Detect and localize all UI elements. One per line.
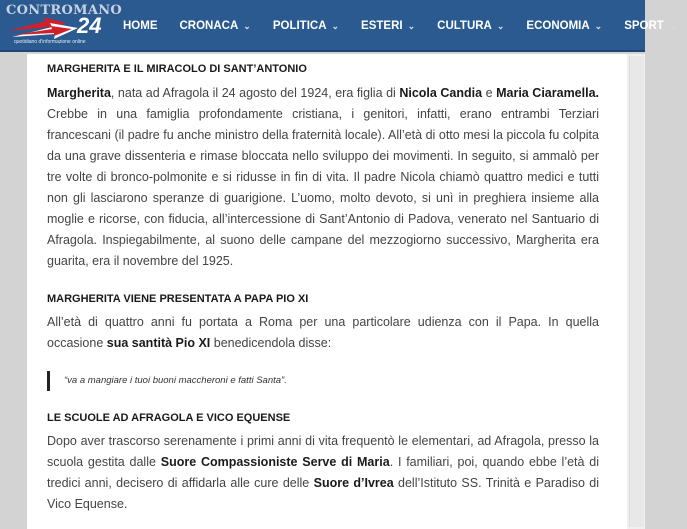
arrow-logo-icon xyxy=(8,17,80,39)
nav-label: POLITICA xyxy=(272,20,327,32)
bold-text: Suore d’Ivrea xyxy=(313,476,394,490)
chevron-down-icon: ⌄ xyxy=(594,20,603,31)
text-run: , nata ad Afragola il 24 agosto del 1924, era figlia di xyxy=(110,86,400,100)
nav-label: CRONACA xyxy=(179,20,239,32)
blockquote xyxy=(47,371,607,391)
chevron-down-icon: ⌄ xyxy=(496,20,505,31)
nav-label: HOME xyxy=(123,20,158,32)
bold-text: Margherita xyxy=(47,86,111,100)
text-run: dell’Istituto SS. Trinità e Paradiso di Vico Equense. xyxy=(47,476,600,511)
chevron-down-icon: ⌄ xyxy=(331,20,340,31)
text-run: . I familiari, poi, quando ebbe l’età di tredici anni, decisero di affidarla alle cure delle xyxy=(47,455,599,490)
nav-sport[interactable] xyxy=(613,0,687,52)
paragraph-miracolo xyxy=(47,83,599,272)
nav-cronaca[interactable] xyxy=(169,0,262,52)
nav-label: CULTURA xyxy=(437,20,492,32)
text-run: All’età di quattro anni fu portata a Roma per una particolare udienza con il Papa. In quella occasione xyxy=(47,315,599,350)
text-run: e xyxy=(482,86,497,100)
chevron-down-icon: ⌄ xyxy=(407,20,416,31)
nav-cultura[interactable] xyxy=(426,0,515,52)
nav-politica[interactable] xyxy=(262,0,350,52)
paragraph-papa xyxy=(47,312,599,354)
site-logo[interactable] xyxy=(6,3,123,47)
nav-home[interactable] xyxy=(112,0,169,52)
main-menu xyxy=(112,0,687,52)
section-heading-miracolo: MARGHERITA E IL MIRACOLO DI SANT’ANTONIO xyxy=(47,63,307,75)
chevron-down-icon: ⌄ xyxy=(243,20,251,31)
top-navbar xyxy=(0,0,677,52)
bold-text: sua santità Pio XI xyxy=(106,336,211,350)
nav-label: SPORT xyxy=(624,20,664,32)
nav-economia[interactable] xyxy=(515,0,613,52)
section-heading-papa: MARGHERITA VIENE PRESENTATA A PAPA PIO XI xyxy=(47,293,309,305)
bold-text: Maria Ciaramella. xyxy=(496,86,600,100)
bold-text: Nicola Candia xyxy=(399,86,483,100)
article-body xyxy=(27,54,627,529)
scrollbar-thumb[interactable] xyxy=(629,56,644,527)
text-run: Dopo aver trascorso serenamente i primi anni di vita frequentò le elementari, ad Afragola, presso la scuola gestita dalle xyxy=(47,434,599,469)
logo-wordmark: CONTROMANO xyxy=(6,3,123,18)
section-heading-scuole: LE SCUOLE AD AFRAGOLA E VICO EQUENSE xyxy=(47,412,291,424)
text-run: benedicendola disse: xyxy=(210,336,332,350)
paragraph-scuole xyxy=(47,431,599,515)
nav-esteri[interactable] xyxy=(350,0,426,52)
logo-tagline: quotidiano d'informazione online xyxy=(14,39,86,45)
text-run: Crebbe in una famiglia profondamente cristiana, i genitori, infatti, erano entrambi Terziari francescani (il padre fu anche ministro della fraternità locale). All’età di otto mesi la piccola fu colpita da una grave dissenteria e rimase bloccata nello sviluppo dei movimenti. In seguito, si ammalò per tre volte di bronco-polmonite e si ridusse in fin di vita. Il padre Nicola chiamò quattro medici e tutti non gli lasciarono speranze di guarigione. L’uomo, molto devoto, si unì in preghiera insieme alla moglie e ricorse, con fiducia, all’intercessione di Sant’Antonio di Padova, venerato nel Santuario di Afragola. Inspiegabilmente, al suono delle campane del mezzogiorno successivo, Margherita era guarita, era il novembre del 1925. xyxy=(47,107,599,268)
nav-label: ESTERI xyxy=(361,20,403,32)
logo-number: 24 xyxy=(77,13,102,38)
nav-label: ECONOMIA xyxy=(526,20,590,32)
bold-text: Suore Compassioniste Serve di Maria xyxy=(160,455,390,469)
quote-text: “va a mangiare i tuoi buoni maccheroni e fatti Santa”. xyxy=(64,375,287,386)
chevron-down-icon: ⌄ xyxy=(668,20,677,31)
